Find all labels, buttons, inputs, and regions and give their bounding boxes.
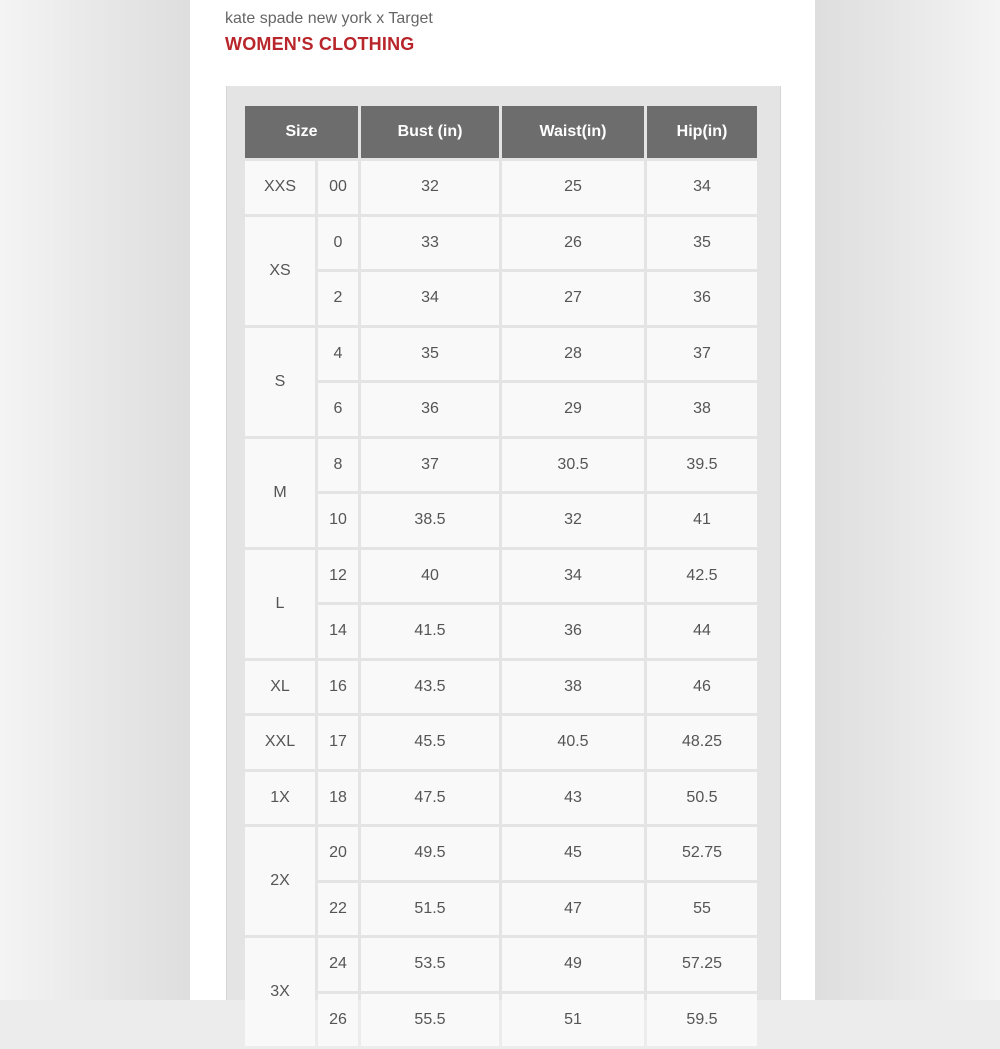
column-header-waist: Waist(in): [502, 106, 644, 158]
brand-line: kate spade new york x Target: [225, 10, 433, 27]
hip-cell: 38: [647, 383, 757, 436]
size-label-cell: S: [245, 328, 315, 436]
bust-cell: 34: [361, 272, 499, 325]
waist-cell: 32: [502, 494, 644, 547]
size-cell: 4: [318, 328, 358, 381]
waist-cell: 29: [502, 383, 644, 436]
size-cell: 24: [318, 938, 358, 991]
size-cell: 14: [318, 605, 358, 658]
table-row: [245, 383, 757, 436]
hip-cell: 46: [647, 661, 757, 714]
waist-cell: 43: [502, 772, 644, 825]
size-label-cell: L: [245, 550, 315, 658]
table-row: [245, 938, 757, 991]
size-label-cell: XS: [245, 217, 315, 325]
bust-cell: 33: [361, 217, 499, 270]
column-header-bust: Bust (in): [361, 106, 499, 158]
hip-cell: 48.25: [647, 716, 757, 769]
table-row: [245, 605, 757, 658]
column-header-size: Size: [245, 106, 358, 158]
size-cell: 18: [318, 772, 358, 825]
waist-cell: 30.5: [502, 439, 644, 492]
waist-cell: 26: [502, 217, 644, 270]
size-label-cell: 2X: [245, 827, 315, 935]
size-label-cell: XL: [245, 661, 315, 714]
size-chart-table: [242, 103, 760, 1049]
hip-cell: 59.5: [647, 994, 757, 1047]
size-chart-panel: [190, 0, 815, 1028]
size-chart-container: [226, 86, 781, 1028]
hip-cell: 50.5: [647, 772, 757, 825]
bust-cell: 49.5: [361, 827, 499, 880]
hip-cell: 44: [647, 605, 757, 658]
table-row: [245, 994, 757, 1047]
hip-cell: 55: [647, 883, 757, 936]
waist-cell: 45: [502, 827, 644, 880]
hip-cell: 42.5: [647, 550, 757, 603]
hip-cell: 35: [647, 217, 757, 270]
size-label-cell: 1X: [245, 772, 315, 825]
table-row: [245, 494, 757, 547]
hip-cell: 36: [647, 272, 757, 325]
size-label-cell: XXS: [245, 161, 315, 214]
waist-cell: 47: [502, 883, 644, 936]
table-row: [245, 217, 757, 270]
size-cell: 20: [318, 827, 358, 880]
table-row: [245, 883, 757, 936]
bust-cell: 53.5: [361, 938, 499, 991]
waist-cell: 49: [502, 938, 644, 991]
bust-cell: 32: [361, 161, 499, 214]
waist-cell: 28: [502, 328, 644, 381]
bust-cell: 47.5: [361, 772, 499, 825]
hip-cell: 52.75: [647, 827, 757, 880]
bust-cell: 36: [361, 383, 499, 436]
waist-cell: 38: [502, 661, 644, 714]
bust-cell: 37: [361, 439, 499, 492]
hip-cell: 39.5: [647, 439, 757, 492]
table-row: [245, 661, 757, 714]
size-label-cell: XXL: [245, 716, 315, 769]
table-row: [245, 772, 757, 825]
size-label-cell: 3X: [245, 938, 315, 1046]
bust-cell: 45.5: [361, 716, 499, 769]
table-row: [245, 161, 757, 214]
size-cell: 22: [318, 883, 358, 936]
size-chart-body: [245, 161, 757, 1046]
bust-cell: 51.5: [361, 883, 499, 936]
table-row: [245, 272, 757, 325]
waist-cell: 51: [502, 994, 644, 1047]
waist-cell: 36: [502, 605, 644, 658]
waist-cell: 40.5: [502, 716, 644, 769]
hip-cell: 41: [647, 494, 757, 547]
size-cell: 26: [318, 994, 358, 1047]
table-row: [245, 328, 757, 381]
size-cell: 17: [318, 716, 358, 769]
bust-cell: 55.5: [361, 994, 499, 1047]
size-cell: 16: [318, 661, 358, 714]
size-cell: 8: [318, 439, 358, 492]
bust-cell: 43.5: [361, 661, 499, 714]
size-label-cell: M: [245, 439, 315, 547]
size-cell: 12: [318, 550, 358, 603]
table-header-row: [245, 106, 757, 158]
size-cell: 10: [318, 494, 358, 547]
column-header-hip: Hip(in): [647, 106, 757, 158]
bust-cell: 40: [361, 550, 499, 603]
bust-cell: 38.5: [361, 494, 499, 547]
table-row: [245, 550, 757, 603]
section-title: WOMEN'S CLOTHING: [225, 34, 415, 54]
waist-cell: 34: [502, 550, 644, 603]
background-left: [0, 0, 190, 1000]
table-row: [245, 827, 757, 880]
size-cell: 00: [318, 161, 358, 214]
waist-cell: 25: [502, 161, 644, 214]
size-cell: 0: [318, 217, 358, 270]
hip-cell: 34: [647, 161, 757, 214]
size-cell: 2: [318, 272, 358, 325]
hip-cell: 57.25: [647, 938, 757, 991]
waist-cell: 27: [502, 272, 644, 325]
bust-cell: 41.5: [361, 605, 499, 658]
size-cell: 6: [318, 383, 358, 436]
bust-cell: 35: [361, 328, 499, 381]
table-row: [245, 716, 757, 769]
hip-cell: 37: [647, 328, 757, 381]
table-row: [245, 439, 757, 492]
background-right: [815, 0, 1000, 1000]
